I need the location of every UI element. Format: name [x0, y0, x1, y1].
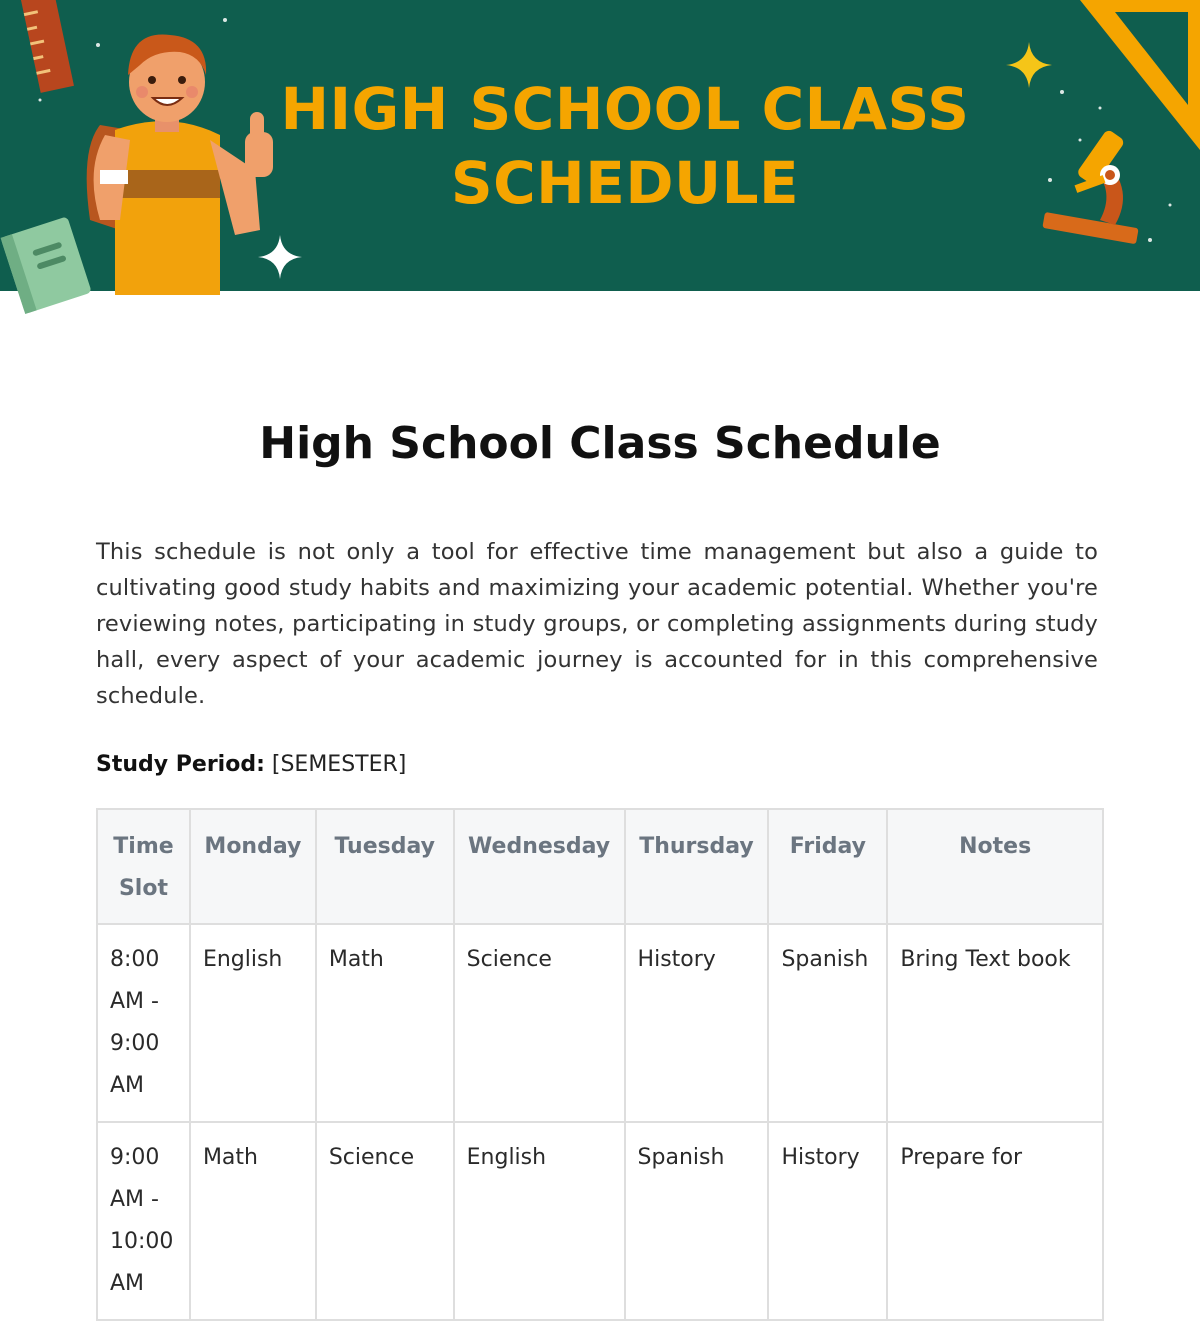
header-wednesday: Wednesday: [454, 809, 625, 924]
cell-friday: Spanish: [768, 924, 887, 1122]
cell-notes: Bring Text book: [887, 924, 1103, 1122]
cell-notes: Prepare for: [887, 1122, 1103, 1320]
cell-tuesday: Science: [316, 1122, 454, 1320]
cell-monday: Math: [190, 1122, 316, 1320]
cell-friday: History: [768, 1122, 887, 1320]
table-header-row: [97, 809, 1103, 924]
study-period: [96, 752, 406, 777]
page-title: High School Class Schedule: [259, 418, 941, 469]
banner-title-line-2: SCHEDULE: [450, 149, 800, 217]
header-friday: Friday: [768, 809, 887, 924]
study-period-label: Study Period:: [96, 752, 265, 777]
table-row: [97, 1122, 1103, 1320]
cell-time-slot: 8:00 AM - 9:00 AM: [97, 924, 190, 1122]
cell-wednesday: English: [454, 1122, 625, 1320]
header-time-slot: Time Slot: [97, 809, 190, 924]
table-row: [97, 924, 1103, 1122]
header-notes: Notes: [887, 809, 1103, 924]
cell-tuesday: Math: [316, 924, 454, 1122]
header-banner: [0, 0, 1200, 291]
intro-paragraph: This schedule is not only a tool for effective time management but also a guide to cultivating good study habits and maximizing your academic potential. Whether you're reviewing notes, participating in study groups, or completing assignments during study hall, every aspect of your academic journey is accounted for in this comprehensive schedule.: [96, 539, 1098, 709]
cell-wednesday: Science: [454, 924, 625, 1122]
study-period-value: [SEMESTER]: [271, 752, 407, 777]
cell-time-slot: 9:00 AM - 10:00 AM: [97, 1122, 190, 1320]
banner-title: [240, 72, 1010, 220]
schedule-table: [96, 808, 1104, 1321]
cell-thursday: Spanish: [625, 1122, 769, 1320]
banner-title-line-1: HIGH SCHOOL CLASS: [280, 75, 970, 143]
cell-monday: English: [190, 924, 316, 1122]
header-thursday: Thursday: [625, 809, 769, 924]
header-tuesday: Tuesday: [316, 809, 454, 924]
cell-thursday: History: [625, 924, 769, 1122]
header-monday: Monday: [190, 809, 316, 924]
